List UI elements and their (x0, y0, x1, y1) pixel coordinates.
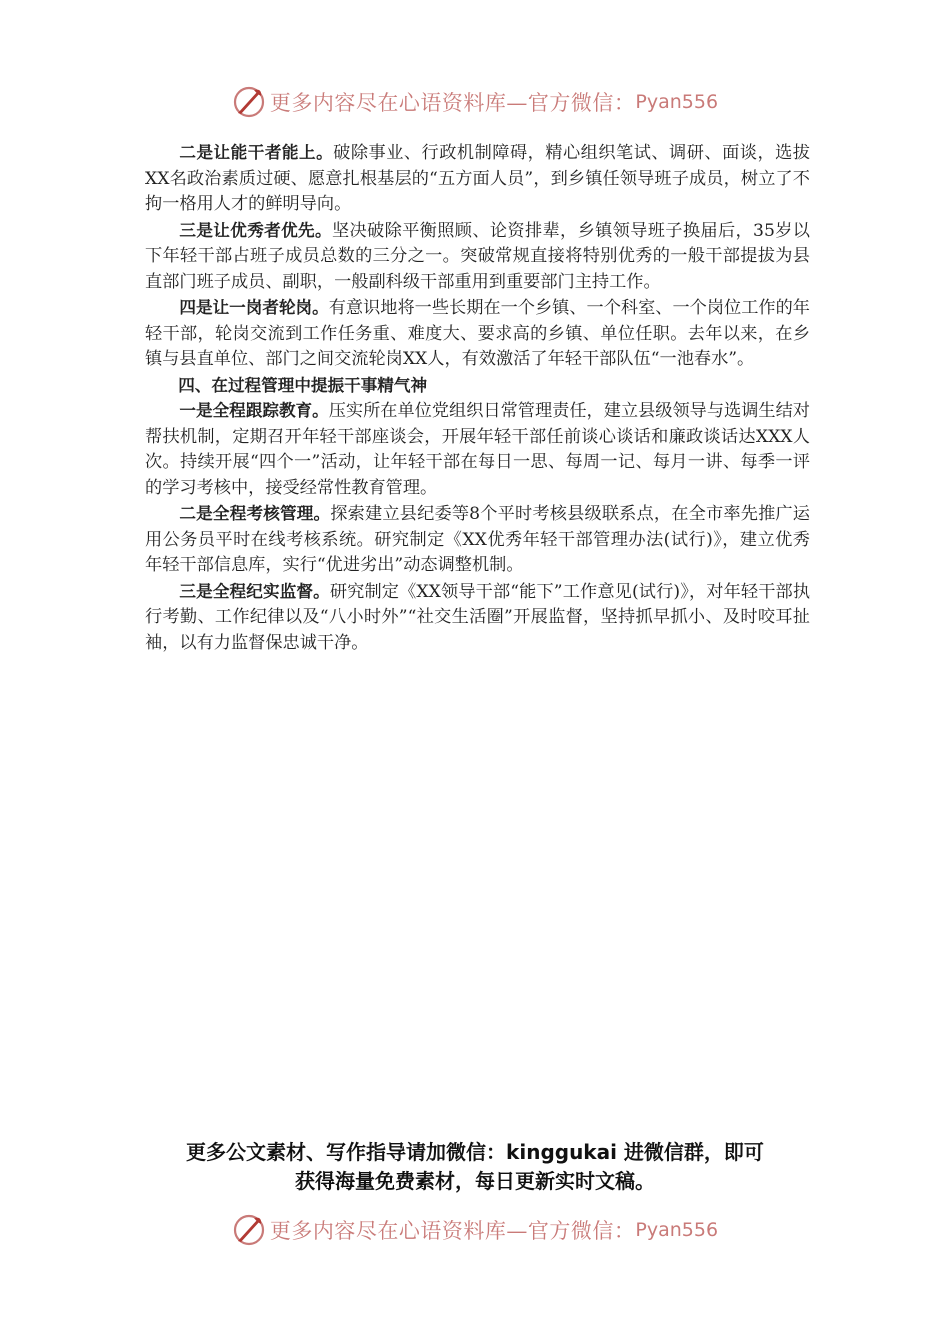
header-banner-text: 更多内容尽在心语资料库—官方微信： (269, 91, 636, 115)
document-body (145, 140, 810, 656)
paragraph-3 (145, 295, 810, 373)
paragraph-1 (145, 140, 810, 218)
promo-line-2: 获得海量免费素材，每日更新实时文稿。 (295, 1169, 655, 1193)
paragraph-lead: 二是全程考核管理。 (179, 504, 331, 523)
paragraph-text: 探索建立县纪委等8个平时考核县级联系点，在全市率先推广运用公务员平时在线考核系统。研究制定《XX优秀年轻干部管理办法(试行)》，建立优秀年轻干部信息库，实行“优进劣出”动态调整机制。 (145, 504, 810, 575)
header-banner-code: Pyan556 (635, 91, 719, 113)
header-banner (0, 82, 950, 122)
footer-banner-code: Pyan556 (635, 1219, 719, 1241)
paragraph-text: 研究制定《XX领导干部“能下”工作意见(试行)》，对年轻干部执行考勤、工作纪律以及“八小时外”“社交生活圈”开展监督，坚持抓早抓小、及时咬耳扯袖，以有力监督保忠诚干净。 (145, 581, 811, 653)
section-heading: 四、在过程管理中提振干事精气神 (178, 375, 428, 395)
paragraph-text: 破除事业、行政机制障碍，精心组织笔试、调研、面谈，选拔XX名政治素质过硬、愿意扎根基层的“五方面人员”，到乡镇任领导班子成员，树立了不拘一格用人才的鲜明导向。 (145, 143, 810, 214)
paragraph-2 (145, 218, 810, 296)
quill-logo-icon (232, 1213, 266, 1247)
paragraph-lead: 二是让能干者能上。 (179, 143, 334, 162)
paragraph-text: 压实所在单位党组织日常管理责任，建立县级领导与选调生结对帮扶机制，定期召开年轻干部座谈会，开展年轻干部任前谈心谈话和廉政谈话达XXX人次。持续开展“四个一”活动，让年轻干部在每日一思、每周一记、每月一讲、每季一评的学习考核中，接受经常性教育管理。 (145, 401, 810, 498)
promo-line-1: 更多公文素材、写作指导请加微信：kinggukai 进微信群，即可 (186, 1140, 764, 1164)
paragraph-lead: 一是全程跟踪教育。 (179, 401, 329, 420)
footer-banner (0, 1210, 950, 1250)
paragraph-5 (145, 501, 810, 579)
paragraph-6 (145, 579, 810, 657)
promo-notice (0, 1138, 950, 1196)
quill-logo-icon (232, 85, 266, 119)
paragraph-lead: 三是让优秀者优先。 (179, 220, 332, 240)
paragraph-4 (145, 398, 810, 501)
paragraph-text: 坚决破除平衡照顾、论资排辈，乡镇领导班子换届后，35岁以下年轻干部占班子成员总数的三分之一。突破常规直接将特别优秀的一般干部提拔为县直部门班子成员、副职，一般副科级干部重用到重要部门主持工作。 (145, 220, 810, 292)
footer-banner-text: 更多内容尽在心语资料库—官方微信： (269, 1219, 636, 1243)
paragraph-lead: 四是让一岗者轮岗。 (179, 298, 329, 317)
paragraph-text: 有意识地将一些长期在一个乡镇、一个科室、一个岗位工作的年轻干部，轮岗交流到工作任务重、难度大、要求高的乡镇、单位任职。去年以来，在乡镇与县直单位、部门之间交流轮岗XX人，有效激活了年轻干部队伍“一池春水”。 (145, 298, 810, 369)
paragraph-lead: 三是全程纪实监督。 (179, 581, 330, 601)
